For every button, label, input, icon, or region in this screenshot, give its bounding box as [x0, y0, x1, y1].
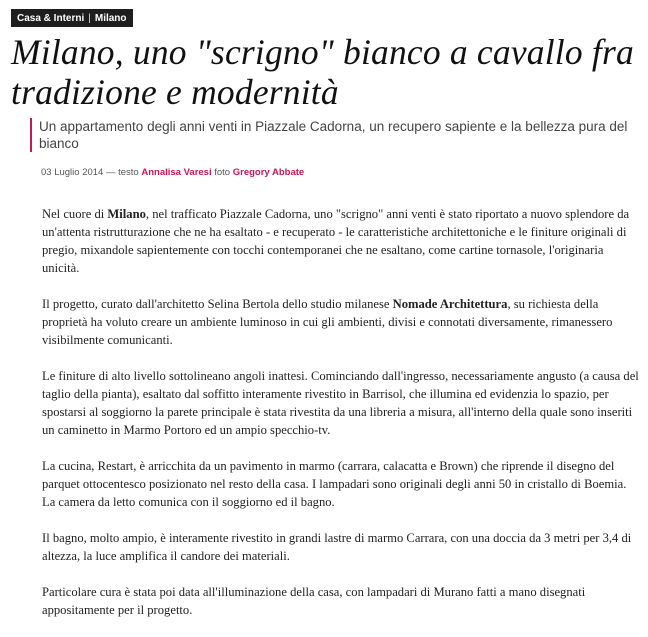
text-label: — testo [105, 167, 139, 178]
paragraph-bold-text: Nomade Architettura [392, 297, 508, 311]
paragraph-text: Il progetto, curato dall'architetto Selina Bertola dello studio milanese [42, 297, 393, 311]
paragraph-text: Nel cuore di [42, 207, 108, 221]
paragraph [42, 295, 642, 349]
article-body [42, 205, 642, 637]
article-byline [41, 167, 304, 178]
breadcrumb-city-link[interactable]: Milano [94, 12, 127, 24]
paragraph: Il bagno, molto ampio, è interamente rivestito in grandi lastre di marmo Carrara, con una doccia da 3 metri per 3,4 di altezza, la luce amplifica il candore dei materiali. [42, 531, 632, 563]
paragraph-bold-text: Milano [107, 207, 146, 221]
publish-date: 03 Luglio 2014 [41, 167, 104, 178]
paragraph: Particolare cura è stata poi data all'illuminazione della casa, con lampadari di Murano fatti a mano disegnati appositamente per il progetto. [42, 585, 586, 617]
photo-label: foto [214, 167, 231, 178]
article-subtitle: Un appartamento degli anni venti in Piazzale Cadorna, un recupero sapiente e la bellezza pura del bianco [30, 118, 639, 152]
paragraph-text: , nel trafficato Piazzale Cadorna, uno "scrigno" anni venti è stato riportato a nuovo splendore da un'attenta ristrutturazione che ne ha esaltato - e recuperato - le caratteristiche architettoniche e le finiture originali di pregio, mixandole sapientemente con tocchi contemporanei che ne esaltano, come cartine tornasole, l'originaria unicità. [42, 207, 630, 275]
article-title: Milano, uno "scrigno" bianco a cavallo fra tradizione e modernità [11, 32, 634, 112]
paragraph-text: , su richiesta della proprietà ha voluto creare un ambiente luminoso in cui gli ambienti, divisi e connotati diversamente, rimanessero visibilmente comunicanti. [42, 297, 613, 347]
breadcrumb [11, 9, 133, 27]
breadcrumb-separator: | [88, 12, 91, 24]
photo-author-link[interactable]: Gregory Abbate [232, 167, 305, 178]
paragraph [42, 205, 642, 277]
paragraph: La cucina, Restart, è arricchita da un pavimento in marmo (carrara, calacatta e Brown) che riprende il disegno del parquet ottocentesco posizionato nel resto della casa. I lampadari sono originali degli anni 50 in cristallo di Boemia. La camera da letto comunica con il soggiorno ed il bagno. [42, 459, 627, 509]
paragraph: Le finiture di alto livello sottolineano angoli inattesi. Cominciando dall'ingresso, necessariamente angusto (a causa del taglio della pianta), esaltato dal soffitto interamente rivestito in Barrisol, che illumina ed evidenzia lo spazio, per spostarsi al soggiorno la parete principale è stata rivestita da una libreria a misura, all'interno della quale sono inseriti un caminetto in Marmo Portoro ed un ampio specchio-tv. [42, 369, 639, 437]
breadcrumb-section-link[interactable]: Casa & Interni [17, 12, 85, 24]
text-author-link[interactable]: Annalisa Varesi [141, 167, 212, 178]
